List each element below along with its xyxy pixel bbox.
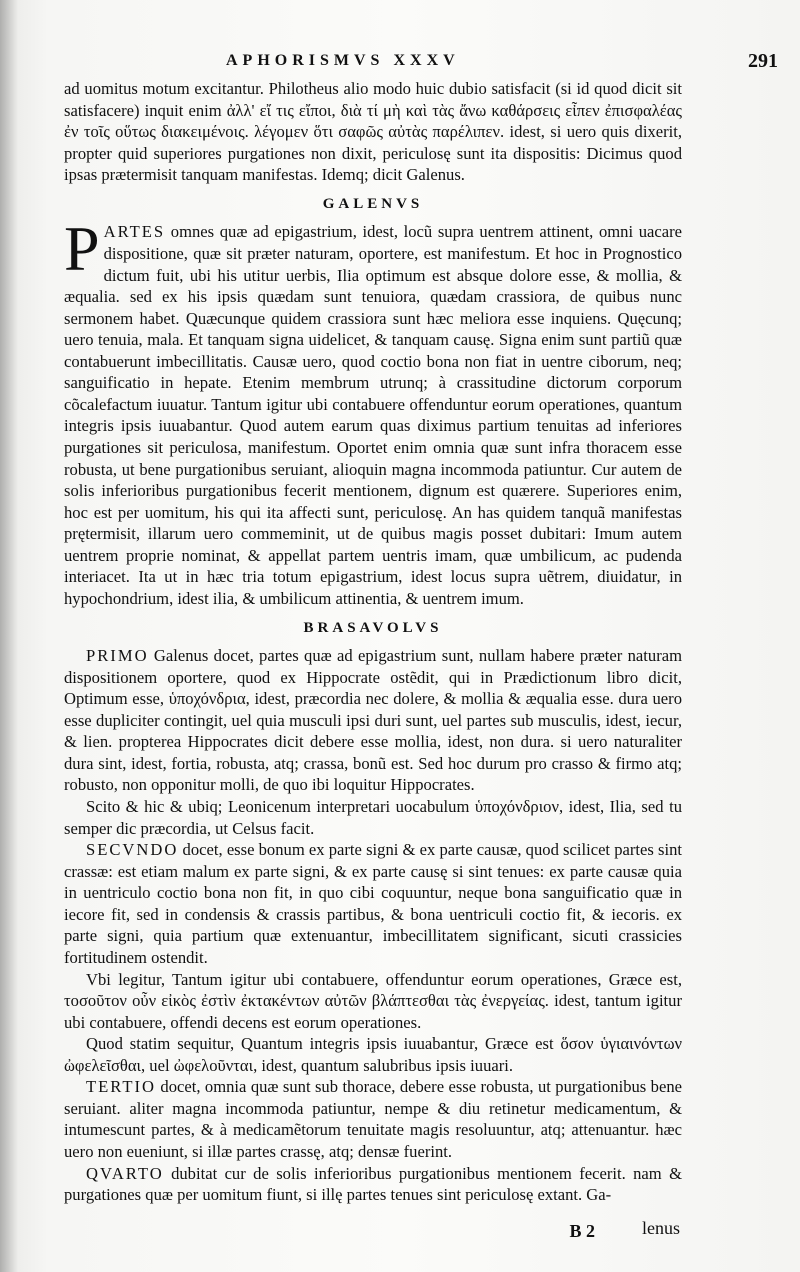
section-heading-brasavolus: BRASAVOLVS	[303, 619, 443, 636]
galenus-paragraph	[64, 213, 682, 609]
lead-word-secundo: SECVNDO	[86, 840, 179, 860]
galenus-lead-word: ARTES	[103, 222, 166, 242]
commentary-paragraph-3	[64, 839, 682, 968]
galenus-text: omnes quæ ad epigastrium, idest, locũ supra uentrem attinent, omni uacare dispositione, quæ sit præter naturam, oportere, est manifestum. Et hoc in Prognostico dictum fuit, ubi his utitur uerbis, Ilia optimum est absque dolore esse, & mollia, & æqualia. sed ex his ipsis quædam sunt tenuiora, quædam crassiora, de quibus nunc sermonem habet. Quæcunque quidem crassiora sunt hæc meliora esse inquiens. Quęcunq; uero tenuia, mala. Et tanquam signa uidelicet, & tanquam causę. Signa enim sunt partiũ quæ contabuerunt imbecillitatis. Causæ uero, quod coctio bona non fiat in uentre ciborum, neq; sanguificatio in hepate. Etenim membrum utrunq; à crassitudine dictorum corporum cõcalefactum iuuatur. Tantum igitur ubi contabuere offenduntur eorum operationes, quantum integris ipsis iuuabantur. Quod autem earum quas diximus partium tenuitas ad inferiores purgationes sit periculosa, manifestum. Oportet enim omnia quæ sunt infra thoracem esse robusta, ut bene purgationibus seruiant, alioquin magna incommoda patiuntur. Cur autem de solis inferioribus purgationibus fecerit mentionem, dignum est quærere. Superiores enim, hoc est per uomitum, his qui ita affecti sunt, periculosę. An has quidem tanquã manifestas prętermisit, illarum uero commeminit, ut de quibus magis posset dubitari: Imum autem uentrem proprie nominat, & appellat partem uentris imam, quæ umbilicum, ac pudenda interiacet. Ita ut in hæc tria totum epigastrium, idest locus supra uẽtrem, diuidatur, in hypochondrium, idest ilia, & umbilicum attinentia, & uentrem imum.	[64, 222, 682, 608]
paragraph-text: docet, esse bonum ex parte signi & ex parte causæ, quod scilicet partes sint crassæ: est etiam malum ex parte signi, & ex parte causę si sint tenues: ex parte causæ quia in uentriculo coctio bona non fit, in quo cibi coquuntur, neque bona sanguificatio quæ in iecore fit, sed in condensis & crassis partibus, & bona uentriculi coctio fit, & iecoris. ex parte signi, quia partium quæ extenuantur, imbecillitatem significant, sicuti crassicies fortitudinem ostendit.	[64, 840, 682, 967]
binding-shadow	[0, 0, 18, 1272]
catchword: lenus	[642, 1218, 680, 1238]
intro-paragraph: ad uomitus motum excitantur. Philotheus alio modo huic dubio satisfacit (si id quod dicit sit satisfacere) inquit enim ἀλλ' εἴ τις εἴποι, διὰ τί μὴ καὶ τὰς ἄνω καθάρσεις εἶπεν ἐπισφαλέας ἐν τοῖς οὕτως διακειμένοις. λέγομεν ὅτι σαφῶς αὐτὰς παρέλιπεν. idest, si uero quis dixerit, propter quid superiores purgationes non dixit, periculosę sunt ita dispositis: Dicimus quod ipsas prætermisit tanquam manifestas. Idemq; dicit Galenus.	[64, 79, 682, 185]
running-head: APHORISMVS XXXV	[226, 52, 460, 69]
paragraph-text: dubitat cur de solis inferioribus purgationibus mentionem fecerit. nam & purgationes quæ per uomitum fiunt, si illę partes tenues sint periculosę extant. Ga-	[64, 1163, 682, 1205]
body-text	[64, 78, 682, 1206]
signature-mark: B 2	[569, 1221, 595, 1241]
paragraph-text: docet, omnia quæ sunt sub thorace, debere esse robusta, ut purgationibus bene seruiant. aliter magna incommoda patiuntur, nempe & diu retinetur medicamentum, & intumescunt partes, & à medicamẽtorum tenuitate magis resoluuntur, atq; attenuantur. hæc uero non eueniunt, si illæ partes crassę, atq; densæ fuerint.	[64, 1077, 682, 1161]
commentary-paragraph-7	[64, 1163, 682, 1206]
drop-capital: P	[64, 213, 100, 285]
page-number: 291	[748, 50, 778, 72]
lead-word-quarto: QVARTO	[86, 1163, 164, 1183]
commentary-paragraph-2: Scito & hic & ubiq; Leonicenum interpretari uocabulum ὑποχόνδριον, idest, Ilia, sed tu semper dic præcordia, ut Celsus facit.	[64, 797, 682, 838]
commentary-paragraph-5: Quod statim sequitur, Quantum integris ipsis iuuabantur, Græce est ὅσον ὑγιαινόντων ὠφελεῖσθαι, uel ὠφελοῦνται, idest, quantum salubribus ipsis iuuari.	[64, 1034, 682, 1075]
section-heading-galenus: GALENVS	[322, 195, 424, 212]
commentary-paragraph-1	[64, 645, 682, 796]
paragraph-text: Galenus docet, partes quæ ad epigastrium sunt, nullam habere præter naturam dispositionem oportere, quod ex Hippocrate ostẽdit, qui in Prædictionum libro dicit, Optimum esse, ὑποχόνδρια, idest, præcordia nec dolere, & mollia & æqualia esse. dura uero esse dupliciter contingit, uel quia musculi ipsi duri sunt, uel partes sub musculis, idest, iecur, & lien. propterea Hippocrates dicit debere esse mollia, idest, non dura. si uero naturaliter dura sint, idest, fortia, robusta, atq; crassa, bonũ est. Sed hoc durum pro crasso & firmo atq; robusto, non opponitur molli, de quo ibi loquitur Hippocrates.	[64, 646, 682, 795]
commentary-paragraph-4: Vbi legitur, Tantum igitur ubi contabuere, offenduntur eorum operationes, Græce est, τοσοῦτον οὖν εἰκὸς ἐστὶν ἐκτακέντων αὐτῶν βλάπτεσθαι τὰς ἐνεργείας. idest, tantum igitur ubi contabuere, offendi decens est eorum operationes.	[64, 969, 682, 1032]
lead-word-primo: PRIMO	[86, 646, 149, 666]
commentary-paragraph-6	[64, 1076, 682, 1162]
lead-word-tertio: TERTIO	[86, 1077, 156, 1097]
